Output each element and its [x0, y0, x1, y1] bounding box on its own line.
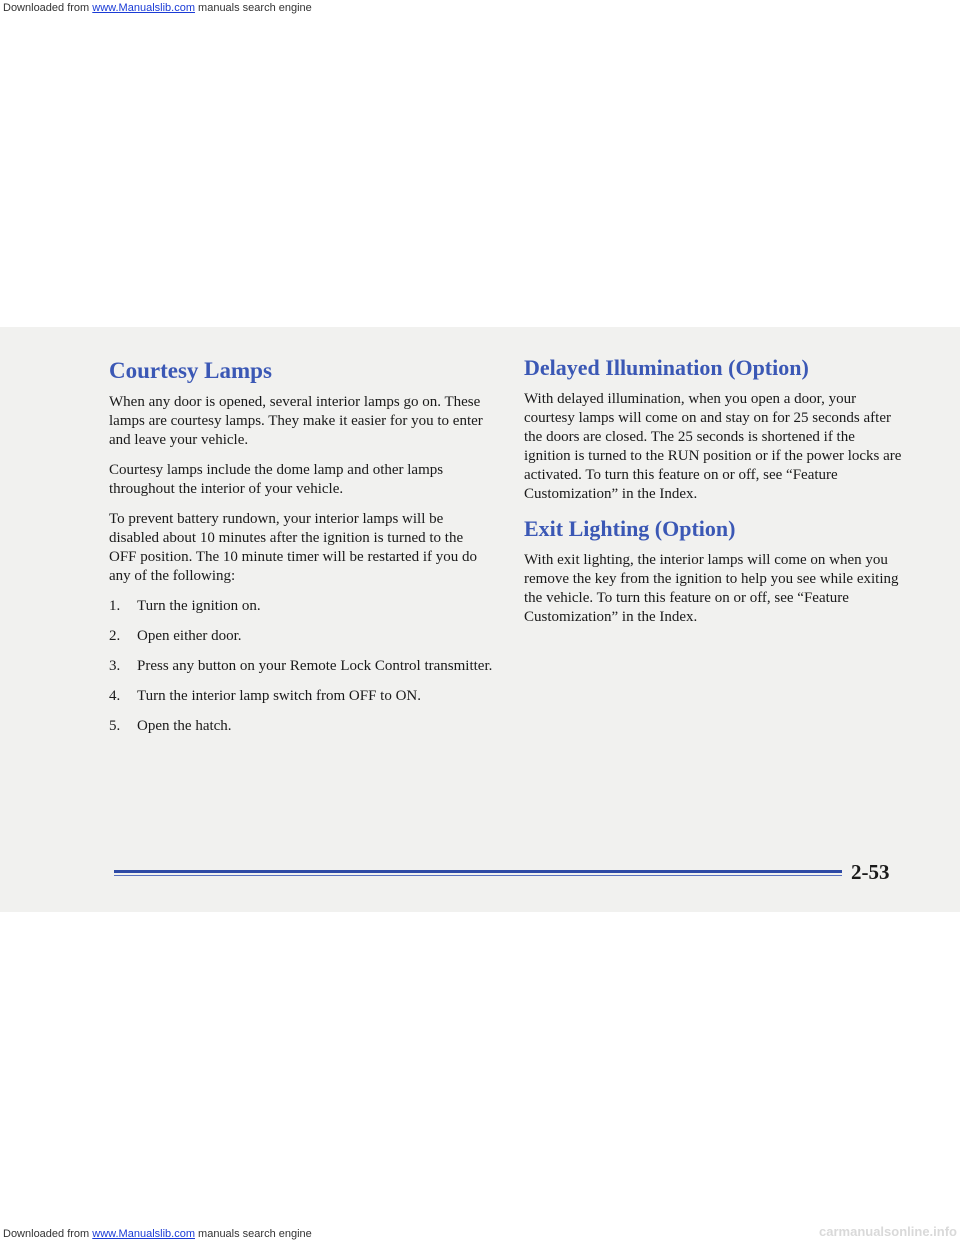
list-item	[109, 687, 494, 706]
watermark-prefix: Downloaded from	[3, 2, 93, 14]
heading-delayed-illumination: Delayed Illumination (Option)	[524, 355, 809, 380]
right-column	[524, 356, 904, 638]
list-item	[109, 657, 494, 676]
list-item	[109, 717, 494, 736]
list-text: Turn the ignition on.	[137, 598, 261, 615]
brand-watermark: carmanualsonline.info	[819, 1224, 957, 1239]
list-number: 3.	[109, 658, 121, 675]
footer-rule-thin	[114, 875, 842, 876]
list-item	[109, 597, 494, 616]
list-item	[109, 627, 494, 646]
list-number: 5.	[109, 718, 121, 735]
paragraph: To prevent battery rundown, your interior lamps will be disabled about 10 minutes after the ignition is turned to the OFF position. The 10 minute timer will be restarted if you do any of the following:	[109, 511, 478, 585]
list-text: Turn the interior lamp switch from OFF to ON.	[137, 688, 422, 705]
paragraph: Courtesy lamps include the dome lamp and other lamps throughout the interior of your vehicle.	[109, 462, 444, 498]
paragraph: With exit lighting, the interior lamps will come on when you remove the key from the ignition to help you see while exiting the vehicle. To turn this feature on or off, see “Feature Customization” in the Index.	[524, 552, 899, 626]
left-column	[109, 356, 494, 747]
list-number: 2.	[109, 628, 121, 645]
manualslib-link[interactable]: www.Manualslib.com	[92, 2, 195, 14]
heading-exit-lighting: Exit Lighting (Option)	[524, 516, 736, 542]
watermark-suffix: manuals search engine	[194, 2, 312, 14]
list-text: Open the hatch.	[137, 718, 232, 735]
list-number: 1.	[109, 598, 121, 615]
footer-rule-thick	[114, 870, 842, 873]
page-number: 2-53	[851, 860, 890, 884]
download-watermark-bottom	[3, 1228, 312, 1240]
paragraph: When any door is opened, several interior lamps go on. These lamps are courtesy lamps. They make it easier for you to enter and leave your vehicle.	[109, 394, 483, 449]
manualslib-link[interactable]: www.Manualslib.com	[92, 1228, 195, 1240]
watermark-prefix: Downloaded from	[3, 1228, 93, 1240]
watermark-suffix: manuals search engine	[194, 1228, 312, 1240]
list-number: 4.	[109, 688, 121, 705]
download-watermark	[3, 2, 312, 14]
list-text: Open either door.	[137, 628, 242, 645]
footer-rule	[114, 866, 842, 878]
restart-conditions-list	[109, 597, 494, 736]
paragraph: With delayed illumination, when you open a door, your courtesy lamps will come on and stay on for 25 seconds after the doors are closed. The 25 seconds is shortened if the ignition is turned to the RUN position or if the power locks are activated. To turn this feature on or off, see “Feature Customization” in the Index.	[524, 391, 902, 503]
heading-courtesy-lamps: Courtesy Lamps	[109, 358, 272, 383]
list-text: Press any button on your Remote Lock Control transmitter.	[137, 658, 493, 675]
